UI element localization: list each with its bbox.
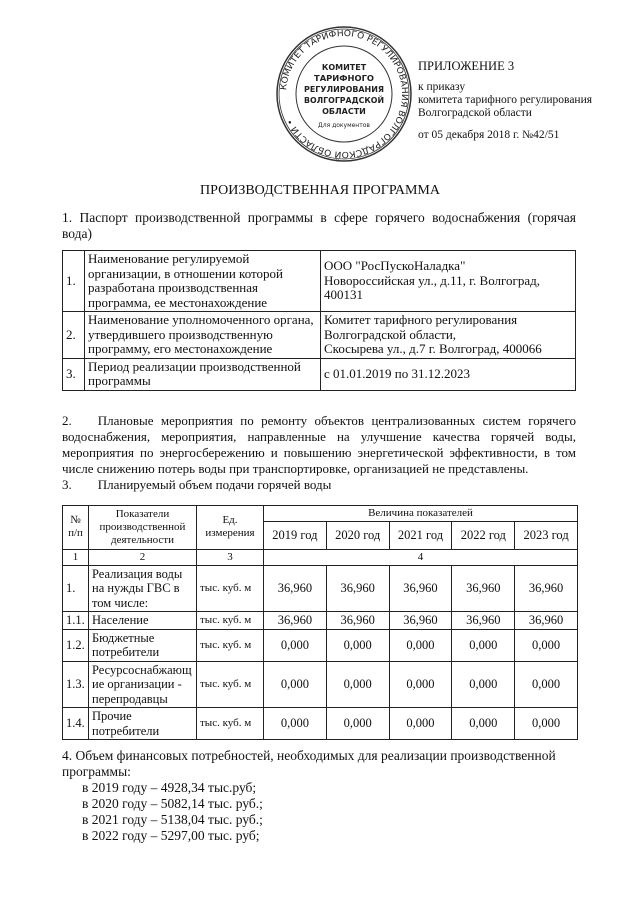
row-indicator: Ресурсоснабжающие организации - перепродавцы xyxy=(89,661,197,708)
passport-table xyxy=(62,250,576,391)
row-label: Период реализации производственной программы xyxy=(85,358,321,390)
row-value: 36,960 xyxy=(264,565,327,612)
svg-text:ТАРИФНОГО: ТАРИФНОГО xyxy=(314,74,375,83)
header-year: 2023 год xyxy=(515,521,578,549)
row-value: 36,960 xyxy=(389,612,452,630)
row-number: 1.3. xyxy=(63,661,89,708)
row-value: 0,000 xyxy=(326,629,389,661)
row-unit: тыс. куб. м xyxy=(197,612,264,630)
value-line: Новороссийская ул., д.11, г. Волгоград, 400131 xyxy=(324,272,540,303)
header-year: 2019 год xyxy=(264,521,327,549)
header-unit: Ед. измерения xyxy=(197,505,264,549)
header-year: 2021 год xyxy=(389,521,452,549)
document-body xyxy=(62,183,576,844)
row-number: 1.2. xyxy=(63,629,89,661)
row-value: 0,000 xyxy=(515,661,578,708)
header-year: 2020 год xyxy=(326,521,389,549)
header-indicator: Показатели производственной деятельности xyxy=(89,505,197,549)
row-indicator: Реализация воды на нужды ГВС в том числе: xyxy=(89,565,197,612)
region-name: Волгоградской области xyxy=(418,107,532,119)
row-value: 0,000 xyxy=(264,661,327,708)
svg-text:РЕГУЛИРОВАНИЯ: РЕГУЛИРОВАНИЯ xyxy=(304,85,384,94)
appendix-header xyxy=(418,60,592,142)
svg-text:ВОЛГОГРАДСКОЙ: ВОЛГОГРАДСКОЙ xyxy=(304,96,386,105)
row-value: 0,000 xyxy=(515,629,578,661)
row-indicator: Бюджетные потребители xyxy=(89,629,197,661)
row-value xyxy=(321,251,576,312)
header-num: № п/п xyxy=(63,505,89,549)
row-value: 0,000 xyxy=(515,708,578,740)
row-value: 36,960 xyxy=(515,565,578,612)
row-value: 36,960 xyxy=(389,565,452,612)
finance-item: в 2021 году – 5138,04 тыс. руб.; xyxy=(82,812,263,827)
committee-name: комитета тарифного регулирования xyxy=(418,94,593,106)
col-number: 1 xyxy=(63,549,89,565)
row-value: 0,000 xyxy=(326,661,389,708)
table-row xyxy=(63,708,578,740)
volume-table xyxy=(62,505,578,741)
row-number: 2. xyxy=(63,312,85,359)
finance-item: в 2020 году – 5082,14 тыс. руб.; xyxy=(82,796,263,811)
section-3-heading: 3. Планируемый объем подачи горячей воды xyxy=(62,476,332,492)
row-value: 36,960 xyxy=(264,612,327,630)
row-unit: тыс. куб. м xyxy=(197,629,264,661)
table-row xyxy=(63,358,576,390)
value-line: Скосырева ул., д.7 г. Волгоград, 400066 xyxy=(324,341,542,356)
svg-text:ОБЛАСТИ: ОБЛАСТИ xyxy=(322,107,366,116)
table-row xyxy=(63,312,576,359)
row-number: 1. xyxy=(63,565,89,612)
table-row xyxy=(63,661,578,708)
row-value: 36,960 xyxy=(326,612,389,630)
table-row xyxy=(63,565,578,612)
row-label: Наименование уполномоченного органа, утвердившего производственную программу, его местонахождение xyxy=(85,312,321,359)
svg-text:КОМИТЕТ ТАРИФНОГО РЕГУЛИРОВАНИ: КОМИТЕТ ТАРИФНОГО РЕГУЛИРОВАНИЯ ВОЛГОГРАДСКОЙ ОБЛАСТИ • xyxy=(279,28,410,160)
row-unit: тыс. куб. м xyxy=(197,661,264,708)
row-value: 0,000 xyxy=(389,629,452,661)
section-1-heading: 1. Паспорт производственной программы в сфере горячего водоснабжения (горячая вода) xyxy=(62,210,576,241)
col-number: 2 xyxy=(89,549,197,565)
row-indicator: Прочие потребители xyxy=(89,708,197,740)
value-line: ООО "РосПускоНаладка" xyxy=(324,258,466,274)
row-value: 0,000 xyxy=(389,661,452,708)
row-value: 0,000 xyxy=(452,708,515,740)
row-unit: тыс. куб. м xyxy=(197,708,264,740)
header-year: 2022 год xyxy=(452,521,515,549)
appendix-label: ПРИЛОЖЕНИЕ 3 xyxy=(418,59,515,73)
table-row xyxy=(63,251,576,312)
finance-item: в 2022 году – 5297,00 тыс. руб; xyxy=(82,828,260,843)
row-number: 3. xyxy=(63,358,85,390)
col-number: 3 xyxy=(197,549,264,565)
svg-text:КОМИТЕТ: КОМИТЕТ xyxy=(321,63,367,72)
row-value: 36,960 xyxy=(515,612,578,630)
official-stamp xyxy=(276,26,412,162)
row-unit: тыс. куб. м xyxy=(197,565,264,612)
header-values: Величина показателей xyxy=(264,505,578,521)
row-value: 0,000 xyxy=(326,708,389,740)
row-value: с 01.01.2019 по 31.12.2023 xyxy=(321,358,576,390)
row-value: 36,960 xyxy=(452,565,515,612)
row-value: 36,960 xyxy=(326,565,389,612)
table-row xyxy=(63,629,578,661)
finance-item: в 2019 году – 4928,34 тыс.руб; xyxy=(82,780,257,795)
order-date: от 05 декабря 2018 г. №42/51 xyxy=(418,129,560,141)
row-label: Наименование регулируемой организации, в отношении которой разработана производственная программа, ее местонахождение xyxy=(85,251,321,312)
svg-text:Для документов: Для документов xyxy=(318,122,370,129)
row-value: 0,000 xyxy=(264,708,327,740)
row-value xyxy=(321,312,576,359)
row-number: 1.1. xyxy=(63,612,89,630)
section-4-heading: 4. Объем финансовых потребностей, необходимых для реализации производственной программы: xyxy=(62,748,556,779)
row-value: 0,000 xyxy=(264,629,327,661)
row-value: 0,000 xyxy=(389,708,452,740)
col-number: 4 xyxy=(264,549,578,565)
row-value: 0,000 xyxy=(452,661,515,708)
section-4 xyxy=(62,748,576,844)
row-value: 0,000 xyxy=(452,629,515,661)
page-title: ПРОИЗВОДСТВЕННАЯ ПРОГРАММА xyxy=(200,183,440,198)
section-2-text: 2. Плановые мероприятия по ремонту объектов централизованных систем горячего водоснабжения, мероприятия, направленные на улучшение качества горячей воды, мероприятия по энергосбережению и повышению энергетической эффективности, в том числе снижению потерь воды при транспортировке, организацией не представлены. xyxy=(62,412,576,476)
row-number: 1.4. xyxy=(63,708,89,740)
row-indicator: Население xyxy=(89,612,197,630)
value-line: Комитет тарифного регулирования xyxy=(324,312,518,327)
order-ref: к приказу xyxy=(418,81,466,93)
table-row xyxy=(63,612,578,630)
value-line: Волгоградской области, xyxy=(324,326,457,342)
row-number: 1. xyxy=(63,251,85,312)
row-value: 36,960 xyxy=(452,612,515,630)
